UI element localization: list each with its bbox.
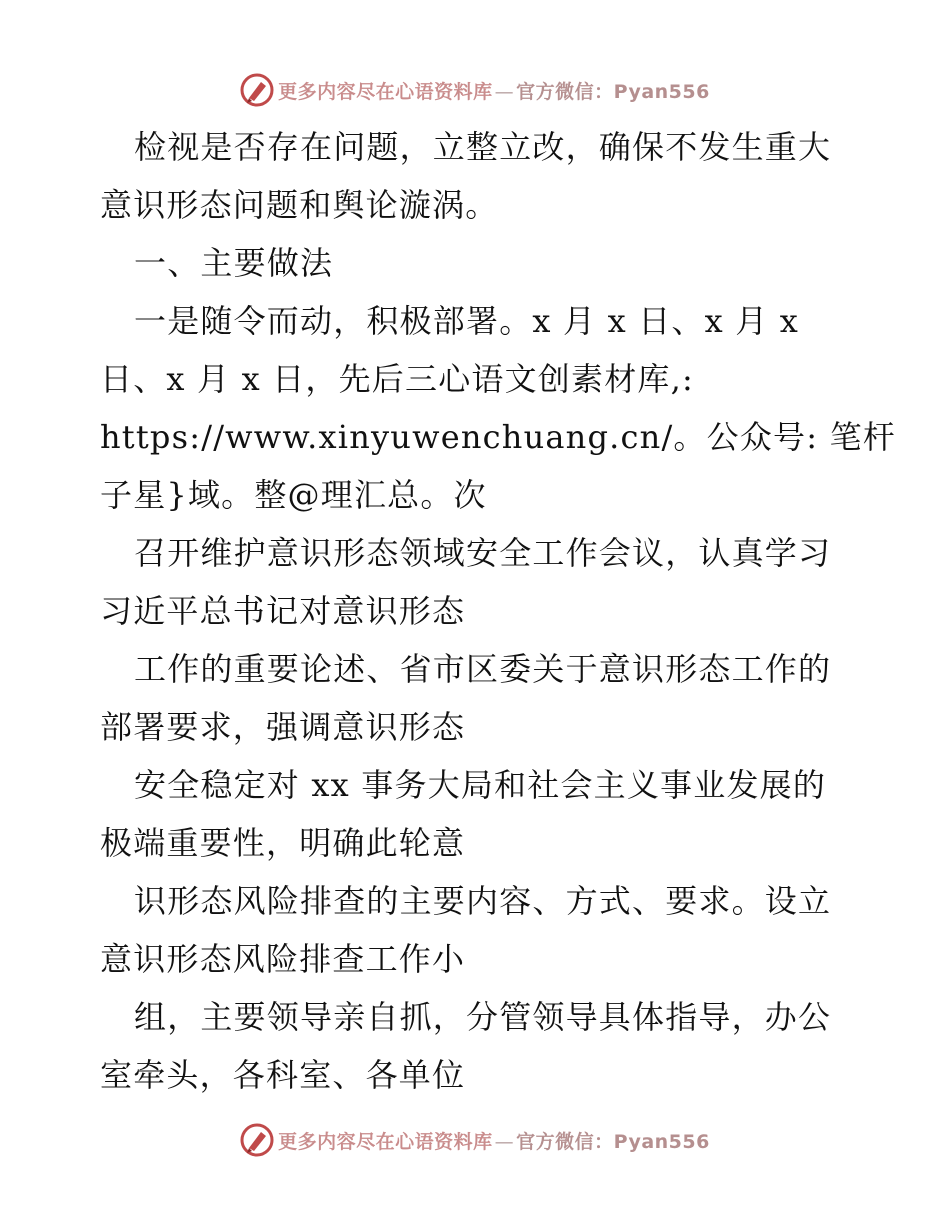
banner-dash: —: [494, 1130, 515, 1153]
banner-dash: —: [494, 80, 515, 103]
text-line: 检视是否存在问题，立整立改，确保不发生重大: [134, 128, 832, 166]
text-line: 识形态风险排查的主要内容、方式、要求。设立: [134, 882, 832, 920]
banner-wechat-text: 官方微信：Pyan556: [516, 1130, 710, 1153]
text-line: 安全稳定对 xx 事务大局和社会主义事业发展的: [134, 766, 827, 804]
text-line: 召开维护意识形态领域安全工作会议，认真学习: [134, 534, 832, 572]
text-line: 意识形态风险排查工作小: [100, 940, 466, 978]
banner-wechat-text: 官方微信：Pyan556: [516, 80, 710, 103]
banner-text: [278, 1127, 710, 1154]
text-line: 日、x 月 x 日，先后三心语文创素材库,:: [100, 360, 694, 398]
header-banner: [0, 70, 950, 110]
pen-logo-icon: [240, 73, 274, 107]
text-line: 工作的重要论述、省市区委关于意识形态工作的: [134, 650, 832, 688]
text-line-url: https://www.xinyuwenchuang.cn/。公众号: 笔杆: [100, 418, 896, 456]
banner-main-text: 更多内容尽在心语资料库: [278, 80, 493, 103]
pen-logo-icon: [240, 1123, 274, 1157]
footer-banner: [0, 1120, 950, 1160]
text-line: 组，主要领导亲自抓，分管领导具体指导，办公: [134, 998, 832, 1036]
document-body: [100, 118, 896, 1104]
text-line: 一是随令而动，积极部署。x 月 x 日、x 月 x: [134, 302, 800, 340]
banner-text: [278, 77, 710, 104]
text-line: 极端重要性，明确此轮意: [100, 824, 466, 862]
text-line: 部署要求，强调意识形态: [100, 708, 466, 746]
section-heading: 一、主要做法: [134, 244, 334, 282]
text-line: 室牵头，各科室、各单位: [100, 1056, 466, 1094]
text-line: 子星}域。整@理汇总。次: [100, 476, 487, 514]
text-line: 意识形态问题和舆论漩涡。: [100, 186, 499, 224]
text-line: 习近平总书记对意识形态: [100, 592, 466, 630]
banner-main-text: 更多内容尽在心语资料库: [278, 1130, 493, 1153]
